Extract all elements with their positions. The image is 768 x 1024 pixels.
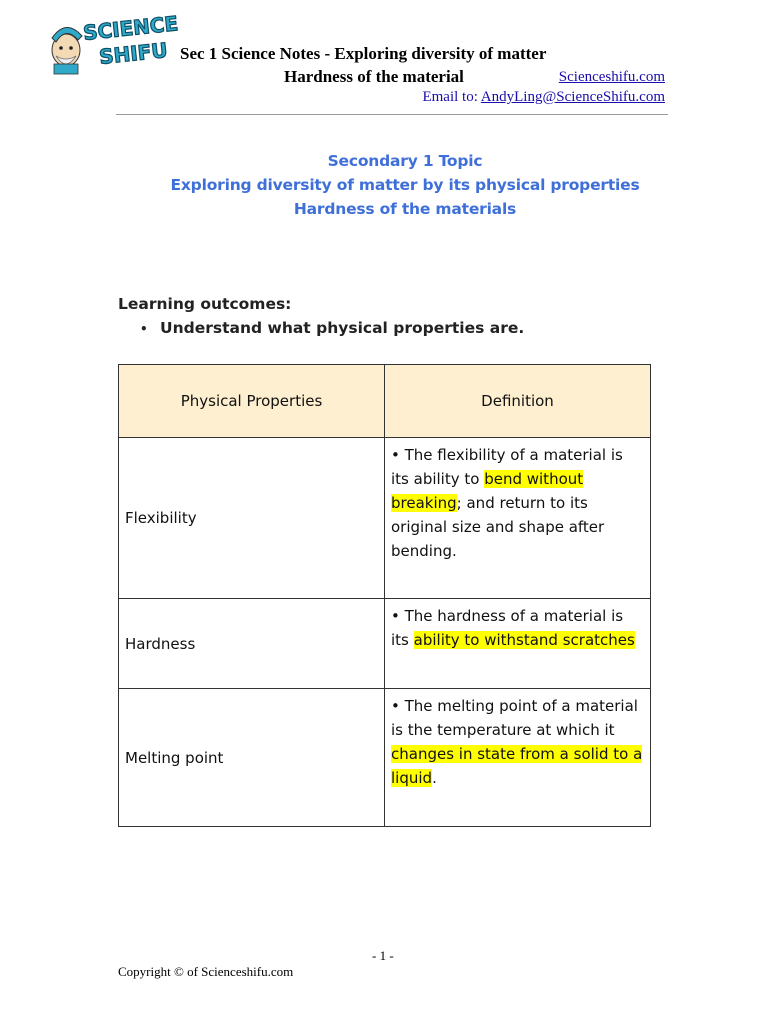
definition-cell [385,599,651,689]
column-header-definition: Definition [385,365,651,438]
property-cell: Flexibility [119,438,385,599]
learning-outcome-text: Understand what physical properties are. [160,319,525,337]
header-title: Sec 1 Science Notes - Exploring diversity of matter [180,44,547,63]
definition-text: • The flexibility of a material is its ability to [391,446,623,488]
physical-properties-table [118,364,651,827]
definition-text-end: ; and return to its original size and shape after bending. [391,494,605,560]
learning-outcome-item [140,319,524,337]
header-subtitle: Hardness of the material [284,67,464,86]
definition-text-end: . [432,769,437,787]
table-header-row [119,365,651,438]
definition-highlight: bend without breaking [391,470,584,512]
table-row [119,689,651,827]
definition-highlight: ability to withstand scratches [413,631,635,649]
topic-line-1: Secondary 1 Topic [327,152,483,170]
definition-text: • The melting point of a material is the temperature at which it [391,697,638,739]
definition-highlight: changes in state from a solid to a liquid [391,745,643,787]
property-cell: Hardness [119,599,385,689]
site-link[interactable]: Scienceshifu.com [558,69,665,85]
logo-text-2: SHIFU [98,37,169,69]
learning-outcomes-heading: Learning outcomes: [118,295,292,313]
definition-cell [385,438,651,599]
table-row [119,599,651,689]
topic-line-3: Hardness of the materials [293,200,517,218]
definition-text: • The hardness of a material is its [391,607,624,649]
topic-line-2: Exploring diversity of matter by its physical properties [170,176,640,194]
property-cell: Melting point [119,689,385,827]
column-header-property: Physical Properties [119,365,385,438]
definition-cell [385,689,651,827]
mascot-icon [52,27,82,74]
table-row [119,438,651,599]
email-link[interactable]: AndyLing@ScienceShifu.com [480,89,665,105]
logo-text-1: SCIENCE [82,12,180,45]
email-prefix: Email to: [422,89,481,105]
email-line [422,89,665,106]
bullet-icon: • [140,322,148,336]
header-divider [116,114,668,115]
copyright-notice: Copyright © of Scienceshifu.com [118,964,294,979]
science-shifu-logo [44,12,186,76]
page-number: - 1 - [372,948,394,963]
